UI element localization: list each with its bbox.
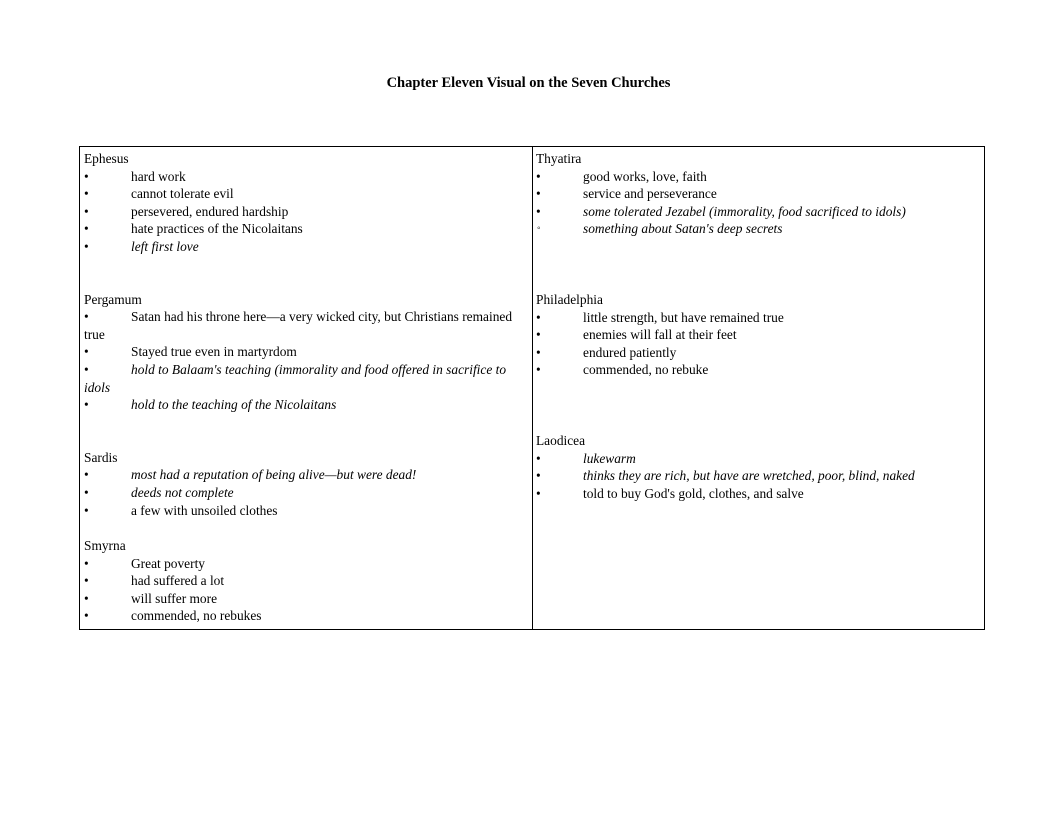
- church-name-ephesus: Ephesus: [84, 151, 129, 166]
- bullet-icon: •: [536, 203, 541, 219]
- bullet-icon: •: [536, 362, 541, 378]
- bullet-icon: •: [536, 468, 541, 484]
- list-item: • Stayed true even in martyrdom: [84, 344, 297, 360]
- bullet-icon: •: [84, 608, 89, 624]
- list-item: • hold to Balaam's teaching (immorality and food offered in sacrifice to idols: [84, 361, 507, 395]
- list-item: • cannot tolerate evil: [84, 186, 234, 202]
- bullet-icon: •: [84, 238, 89, 254]
- list-item: • commended, no rebukes: [84, 608, 262, 624]
- bullet-icon: •: [84, 186, 89, 202]
- bullet-icon: •: [84, 502, 89, 518]
- church-name-laodicea: Laodicea: [536, 432, 586, 448]
- church-name-philadelphia: Philadelphia: [536, 291, 603, 307]
- right-column: [533, 147, 984, 629]
- church-pergamum: [84, 291, 528, 414]
- bullet-icon: •: [84, 309, 89, 325]
- left-column: [80, 147, 533, 629]
- list-item: • Satan had his throne here—a very wicked city, but Christians remained true: [84, 309, 513, 342]
- bullet-icon: •: [84, 484, 89, 500]
- list-item: • told to buy God's gold, clothes, and salve: [536, 485, 804, 501]
- bullet-icon: •: [536, 168, 541, 184]
- church-smyrna: [84, 537, 528, 625]
- list-item: • hate practices of the Nicolaitans: [84, 221, 303, 237]
- list-item: • commended, no rebuke: [536, 362, 709, 378]
- list-item: • Great poverty: [84, 555, 205, 571]
- list-item: • enemies will fall at their feet: [536, 327, 737, 343]
- bullet-icon: •: [84, 590, 89, 606]
- list-item: • left first love: [84, 238, 199, 254]
- bullet-icon: •: [84, 573, 89, 589]
- bullet-icon: •: [536, 327, 541, 343]
- circle-bullet-icon: ◦: [537, 223, 541, 235]
- list-item: • lukewarm: [536, 450, 636, 466]
- list-item: • some tolerated Jezabel (immorality, food sacrificed to idols): [536, 203, 906, 219]
- bullet-icon: •: [84, 555, 89, 571]
- church-laodicea: [536, 432, 980, 502]
- list-item: • little strength, but have remained true: [536, 309, 784, 325]
- church-name-sardis: Sardis: [84, 449, 118, 465]
- list-item: • good works, love, faith: [536, 168, 707, 184]
- bullet-icon: •: [84, 467, 89, 483]
- church-name-pergamum: Pergamum: [84, 291, 142, 307]
- church-thyatira: [536, 150, 980, 238]
- list-item: • hard work: [84, 168, 186, 184]
- list-item: ◦ something about Satan's deep secrets: [537, 221, 783, 237]
- bullet-icon: •: [84, 203, 89, 219]
- church-name-smyrna: Smyrna: [84, 538, 126, 554]
- bullet-icon: •: [536, 485, 541, 501]
- bullet-icon: •: [536, 450, 541, 466]
- list-item: • a few with unsoiled clothes: [84, 502, 278, 518]
- bullet-icon: •: [536, 344, 541, 360]
- list-item: • persevered, endured hardship: [84, 203, 289, 219]
- list-item: • service and perseverance: [536, 186, 717, 202]
- list-item: • hold to the teaching of the Nicolaitans: [84, 397, 337, 413]
- bullet-icon: •: [84, 344, 89, 360]
- church-ephesus: [84, 150, 528, 256]
- list-item: • deeds not complete: [84, 484, 234, 500]
- church-sardis: [84, 449, 528, 519]
- church-name-thyatira: Thyatira: [536, 151, 582, 166]
- list-item: • endured patiently: [536, 344, 677, 360]
- list-item: • had suffered a lot: [84, 573, 225, 589]
- bullet-icon: •: [84, 361, 89, 377]
- church-philadelphia: [536, 291, 980, 379]
- list-item: • thinks they are rich, but have are wretched, poor, blind, naked: [536, 468, 915, 484]
- list-item: • most had a reputation of being alive—but were dead!: [84, 467, 417, 483]
- list-item: • will suffer more: [84, 590, 218, 606]
- bullet-icon: •: [536, 186, 541, 202]
- bullet-icon: •: [84, 221, 89, 237]
- bullet-icon: •: [84, 397, 89, 413]
- page-title: Chapter Eleven Visual on the Seven Churches: [386, 75, 671, 91]
- bullet-icon: •: [84, 168, 89, 184]
- churches-table: [79, 146, 985, 630]
- bullet-icon: •: [536, 309, 541, 325]
